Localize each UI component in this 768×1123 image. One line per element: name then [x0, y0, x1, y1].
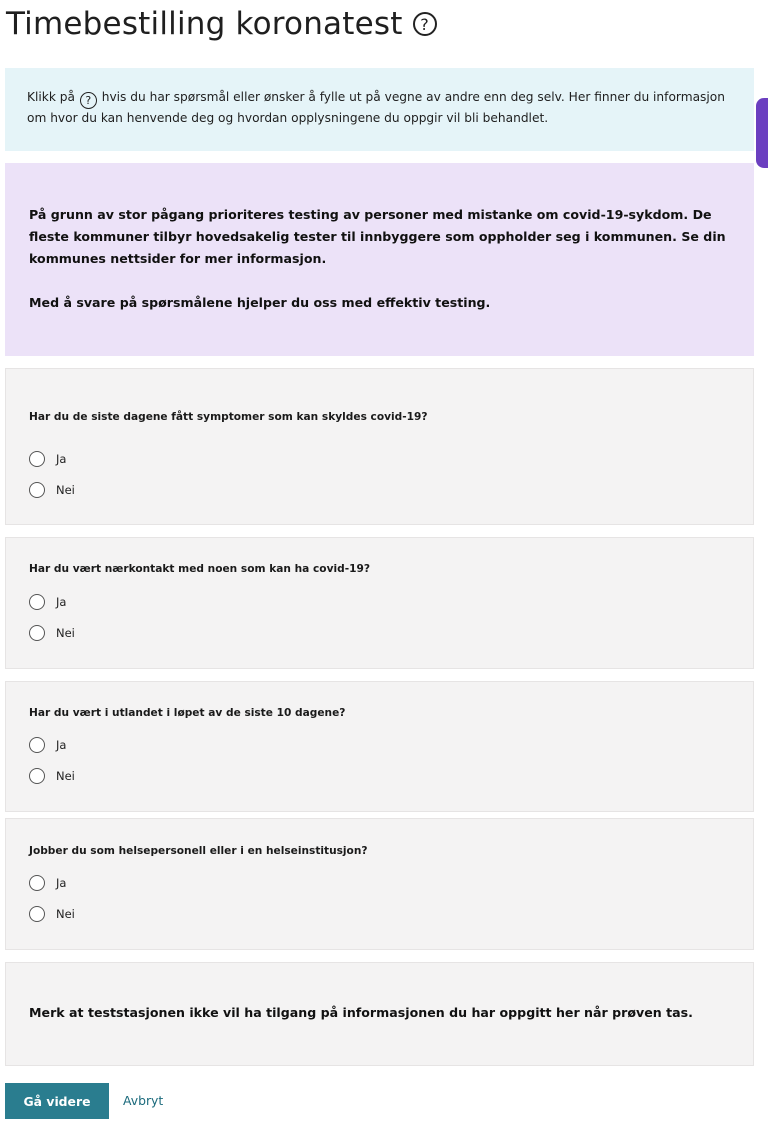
priority-notice	[5, 163, 754, 356]
radio-button[interactable]	[29, 875, 45, 891]
continue-button[interactable]: Gå videre	[5, 1083, 109, 1119]
radio-button[interactable]	[29, 482, 45, 498]
radio-option-nei[interactable]	[29, 768, 75, 784]
privacy-note-text: Merk at teststasjonen ikke vil ha tilgang på informasjonen du har oppgitt her når prøven tas.	[29, 1005, 693, 1020]
question-label: Har du de siste dagene fått symptomer som kan skyldes covid-19?	[29, 411, 428, 423]
radio-label: Ja	[56, 738, 67, 752]
question-symptoms	[5, 368, 754, 525]
cancel-link[interactable]: Avbryt	[123, 1093, 164, 1108]
question-label: Jobber du som helsepersonell eller i en helseinstitusjon?	[29, 845, 368, 857]
question-close-contact	[5, 537, 754, 669]
radio-option-nei[interactable]	[29, 906, 75, 922]
radio-button[interactable]	[29, 625, 45, 641]
notice-paragraph-2: Med å svare på spørsmålene hjelper du oss med effektiv testing.	[29, 295, 491, 310]
radio-button[interactable]	[29, 594, 45, 610]
radio-label: Ja	[56, 595, 67, 609]
info-text-after: hvis du har spørsmål eller ønsker å fylle ut på vegne av andre enn deg selv. Her finner du informasjon om hvor du kan henvende deg og hvordan opplysningene du oppgir vil bli behandlet.	[27, 90, 725, 125]
radio-option-ja[interactable]	[29, 594, 66, 610]
privacy-note	[5, 962, 754, 1066]
radio-option-nei[interactable]	[29, 625, 75, 641]
question-label: Har du vært nærkontakt med noen som kan ha covid-19?	[29, 563, 370, 575]
radio-option-nei[interactable]	[29, 482, 75, 498]
side-feedback-tab[interactable]	[756, 98, 768, 168]
radio-label: Nei	[56, 769, 75, 783]
radio-option-ja[interactable]	[29, 875, 66, 891]
radio-button[interactable]	[29, 451, 45, 467]
page-title	[6, 6, 437, 42]
radio-option-ja[interactable]	[29, 451, 66, 467]
radio-button[interactable]	[29, 906, 45, 922]
question-healthcare-worker	[5, 818, 754, 950]
radio-label: Ja	[56, 452, 67, 466]
info-text-before: Klikk på	[27, 90, 75, 104]
help-icon[interactable]: ?	[413, 12, 437, 36]
radio-button[interactable]	[29, 737, 45, 753]
radio-option-ja[interactable]	[29, 737, 66, 753]
radio-label: Nei	[56, 626, 75, 640]
page-title-text: Timebestilling koronatest	[6, 6, 403, 42]
radio-label: Ja	[56, 876, 67, 890]
radio-label: Nei	[56, 907, 75, 921]
inline-help-icon[interactable]: ?	[80, 92, 97, 109]
notice-paragraph-1: På grunn av stor pågang prioriteres testing av personer med mistanke om covid-19-sykdom. De fleste kommuner tilbyr hovedsakelig tester til innbyggere som oppholder seg i kommunen. Se din kommunes nettsider for mer informasjon.	[29, 207, 726, 266]
radio-button[interactable]	[29, 768, 45, 784]
question-label: Har du vært i utlandet i løpet av de siste 10 dagene?	[29, 707, 346, 719]
radio-label: Nei	[56, 483, 75, 497]
question-abroad	[5, 681, 754, 812]
info-box	[5, 68, 754, 151]
